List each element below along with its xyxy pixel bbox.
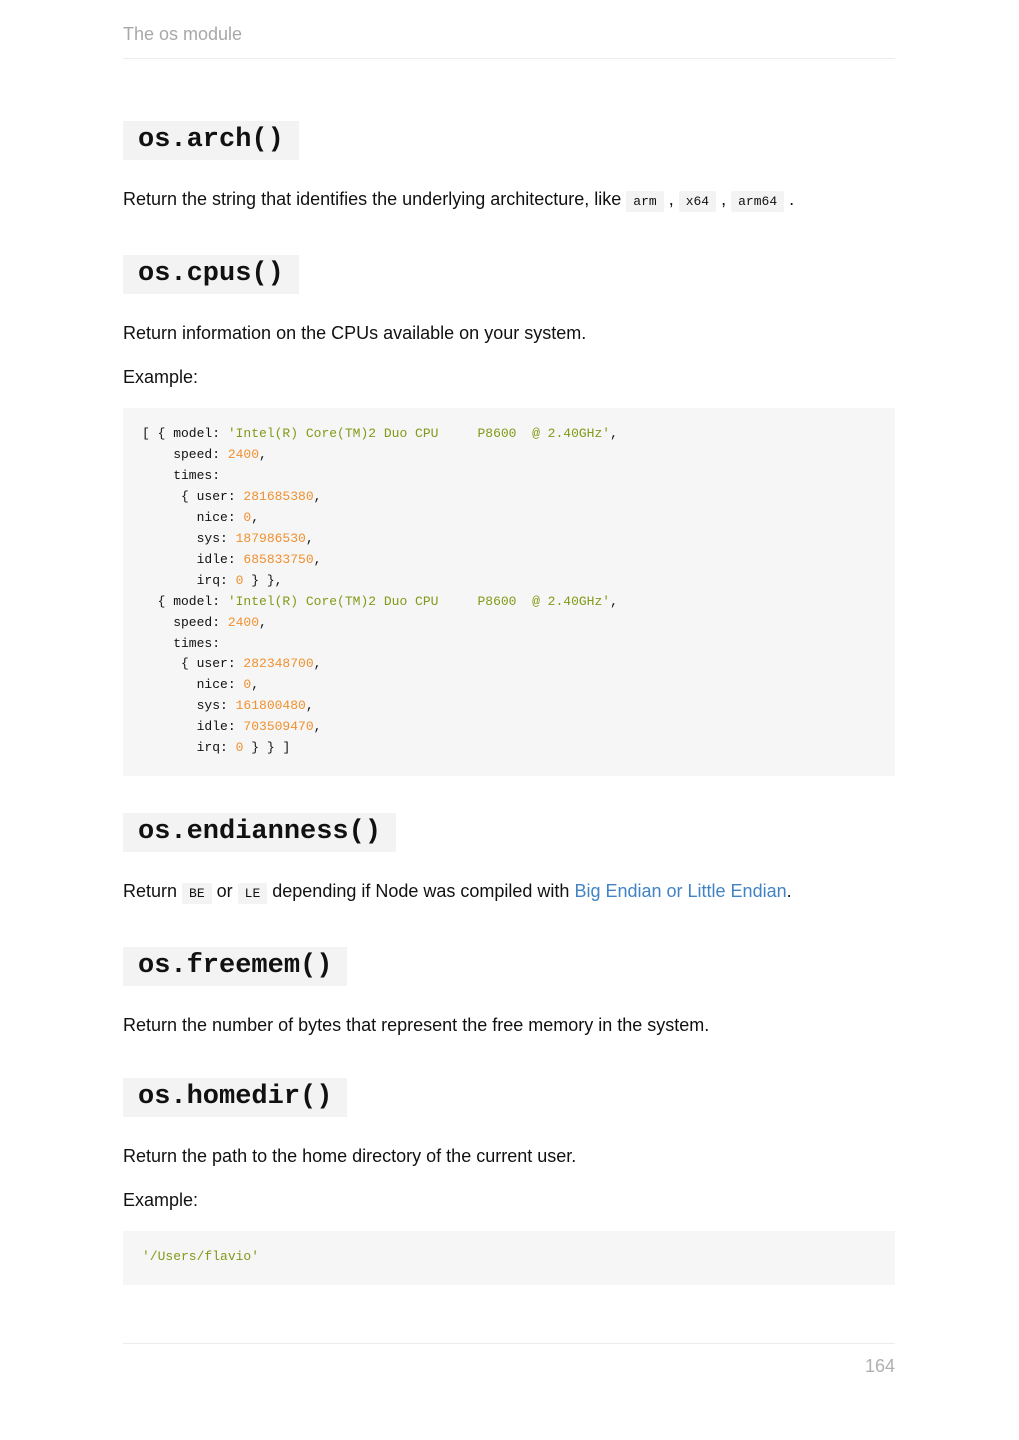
arch-description — [123, 187, 895, 214]
endianness-link[interactable]: Big Endian or Little Endian — [574, 881, 787, 902]
header-divider — [123, 58, 895, 59]
endianness-text-1: Return — [123, 881, 183, 902]
content — [123, 121, 895, 1285]
cpus-example-label: Example: — [123, 367, 199, 387]
code-arm: arm — [626, 191, 663, 212]
heading-os-arch: os.arch() — [123, 121, 299, 160]
homedir-code: '/Users/flavio' — [142, 1249, 260, 1265]
section-endianness — [123, 813, 895, 906]
page — [123, 0, 895, 1440]
endianness-text-3: depending if Node was compiled with — [267, 881, 575, 902]
homedir-description: Return the path to the home directory of the current user. — [123, 1146, 577, 1167]
endianness-text-2: or — [211, 881, 238, 902]
heading-os-endianness: os.endianness() — [123, 813, 396, 852]
arch-text: Return the string that identifies the underlying architecture, like — [123, 189, 627, 209]
separator: , — [663, 189, 679, 209]
cpus-description: Return information on the CPUs available on your system. — [123, 323, 587, 343]
section-freemem — [123, 947, 895, 1037]
homedir-code-block — [123, 1231, 895, 1285]
section-homedir — [123, 1078, 895, 1285]
footer-divider — [123, 1343, 895, 1344]
section-arch — [123, 121, 895, 214]
section-cpus — [123, 255, 895, 776]
page-number: 164 — [864, 1356, 895, 1376]
freemem-description: Return the number of bytes that represent the free memory in the system. — [123, 1015, 710, 1036]
running-header: The os module — [123, 24, 243, 44]
code-x64: x64 — [679, 191, 716, 212]
period: . — [786, 881, 792, 902]
heading-os-homedir: os.homedir() — [123, 1078, 347, 1117]
cpus-code-block: [ { model: 'Intel(R) Core(TM)2 Duo CPU P8600 @ 2.40GHz', speed: 2400, times: { user: 281685380, nice: 0, sys: 187986530, idle: 685833750, irq: 0 } }, { model: 'Intel(R) Core(TM)2 Duo CPU P8600 @ 2.40GHz', speed: 2400, times: { user: 282348700, nice: 0, sys: 161800480, idle: 703509470, irq: 0 } } ] — [123, 408, 895, 776]
homedir-example-label: Example: — [123, 1190, 199, 1211]
separator: , — [716, 189, 732, 209]
code-be: BE — [182, 883, 212, 904]
heading-os-freemem: os.freemem() — [123, 947, 347, 986]
endianness-description — [123, 879, 895, 906]
period: . — [784, 189, 795, 209]
code-arm64: arm64 — [731, 191, 784, 212]
heading-os-cpus: os.cpus() — [123, 255, 299, 294]
code-le: LE — [238, 883, 268, 904]
